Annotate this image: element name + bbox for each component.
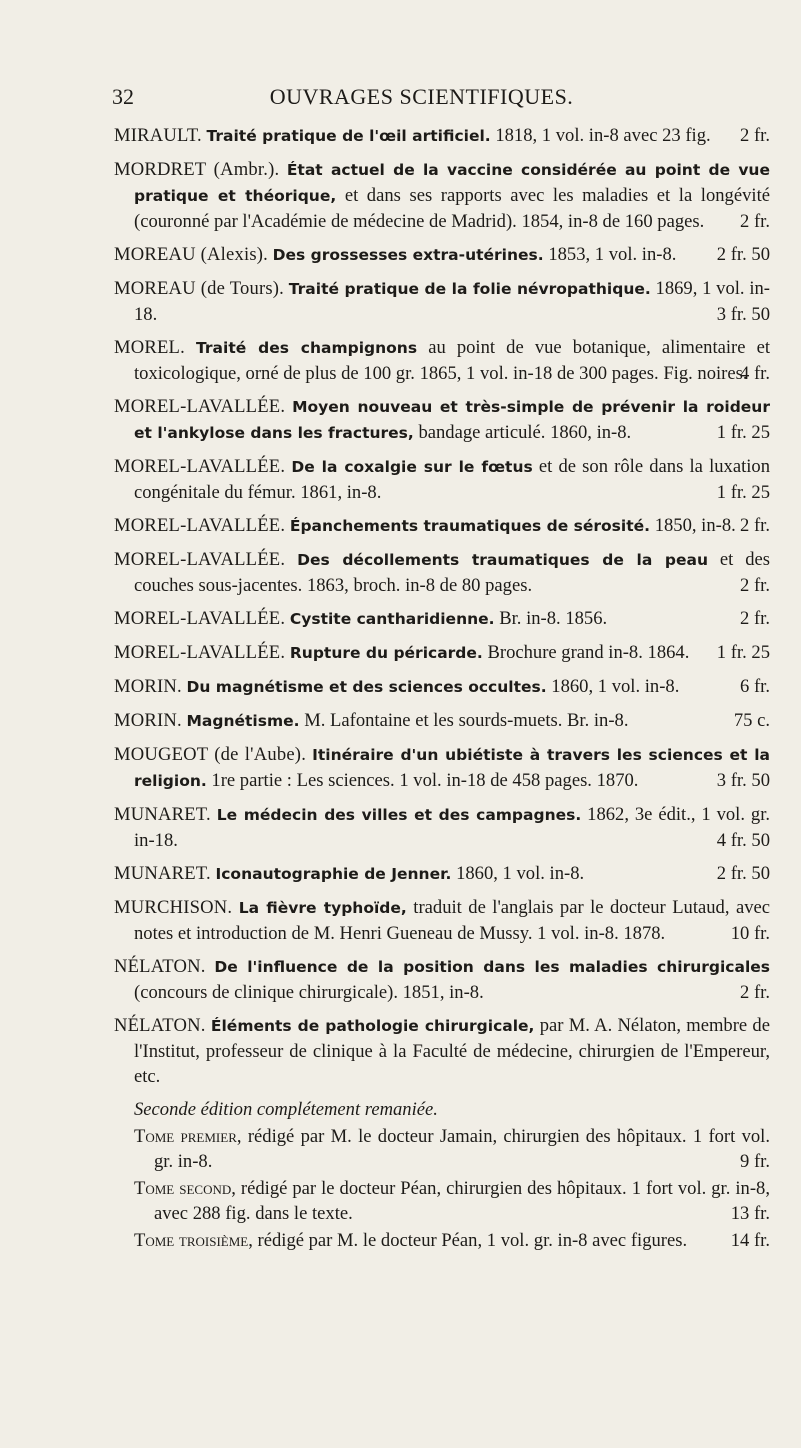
- entry-title: De l'influence de la position dans les maladies chirurgicales: [214, 958, 771, 976]
- entry-author: MUNARET.: [114, 863, 211, 884]
- entry-title: Moyen nouveau et très-simple de prévenir la roideur et l'ankylose dans les fractures,: [134, 398, 770, 442]
- entry-author: MUNARET.: [114, 804, 211, 825]
- catalog-entry: [114, 157, 770, 234]
- catalog-entry: [114, 861, 770, 887]
- entry-description: (concours de clinique chirurgicale). 1851, in-8.: [134, 982, 484, 1003]
- page-number: 32: [112, 84, 134, 109]
- entry-title: Des grossesses extra-utérines.: [272, 246, 544, 264]
- entry-price: 2 fr.: [740, 982, 770, 1003]
- entry-description: 1818, 1 vol. in-8 avec 23 fig.: [495, 125, 711, 146]
- entry-description: et des couches sous-jacentes. 1863, broch. in-8 de 80 pages.: [134, 549, 770, 596]
- entry-title: Épanchements traumatiques de sérosité.: [289, 517, 651, 535]
- tome-label: Tome troisième,: [134, 1230, 253, 1251]
- tome-label: Tome premier,: [134, 1126, 242, 1147]
- entry-price: 75 c.: [733, 710, 770, 731]
- entry-price: 2 fr.: [740, 515, 770, 536]
- entry-title: Le médecin des villes et des campagnes.: [216, 806, 582, 824]
- tome-description: rédigé par le docteur Péan, chirurgien des hôpitaux. 1 fort vol. gr. in-8, avec 288 fig. dans le texte.: [154, 1178, 770, 1224]
- tome-description: rédigé par M. le docteur Jamain, chirurgien des hôpitaux. 1 fort vol. gr. in-8.: [154, 1126, 770, 1172]
- entry-description: 1860, 1 vol. in-8.: [551, 676, 680, 697]
- entry-title: Éléments de pathologie chirurgicale,: [210, 1017, 535, 1035]
- tome-price: 14 fr.: [730, 1230, 770, 1251]
- tome-price: 9 fr.: [740, 1151, 770, 1172]
- entry-price: 3 fr. 50: [716, 304, 770, 325]
- entry-description: et dans ses rapports avec les maladies et la longévité (couronné par l'Académie de médecine de Madrid). 1854, in-8 de 160 pages.: [134, 185, 770, 232]
- entry-description: 1853, 1 vol. in-8.: [548, 244, 677, 265]
- page-header: [112, 84, 731, 114]
- catalog-entry: [114, 954, 770, 1005]
- entry-price: 2 fr.: [740, 575, 770, 596]
- catalog-entry: [114, 742, 770, 794]
- tome-price: 13 fr.: [730, 1203, 770, 1224]
- entry-title: Magnétisme.: [186, 712, 300, 730]
- tome-label: Tome second,: [134, 1178, 236, 1199]
- entry-price: 1 fr. 25: [716, 422, 770, 443]
- entry-description: 1860, 1 vol. in-8.: [456, 863, 585, 884]
- entry-description: 1869, 1 vol. in-18.: [134, 278, 770, 325]
- edition-note: Seconde édition complétement remaniée.: [134, 1099, 438, 1120]
- entry-title: Iconautographie de Jenner.: [215, 865, 452, 883]
- entry-price: 1 fr. 25: [716, 482, 770, 503]
- entry-title: La fièvre typhoïde,: [238, 899, 407, 917]
- entry-description: M. Lafontaine et les sourds-muets. Br. in-8.: [304, 710, 629, 731]
- entry-author: MOREL-LAVALLÉE.: [114, 608, 286, 629]
- entry-author: NÉLATON.: [114, 956, 206, 977]
- entry-author: MIRAULT.: [114, 125, 202, 146]
- entry-author: MOREAU (de Tours).: [114, 278, 285, 299]
- entry-title: État actuel de la vaccine considérée au point de vue pratique et théorique,: [134, 161, 770, 205]
- entry-author: MOUGEOT (de l'Aube).: [114, 744, 307, 765]
- catalog-entry: [114, 123, 770, 149]
- entry-description: au point de vue botanique, alimentaire et toxicologique, orné de plus de 100 gr. 1865, 1 vol. in-18 de 300 pages. Fig. noires.: [134, 337, 770, 384]
- entry-price: 2 fr. 50: [716, 863, 770, 884]
- catalog-entry: [114, 513, 770, 539]
- catalog-entry: [114, 335, 770, 386]
- tome-description: rédigé par M. le docteur Péan, 1 vol. gr. in-8 avec figures.: [257, 1230, 688, 1251]
- entry-description: 1850, in-8.: [654, 515, 736, 536]
- entry-price: 3 fr. 50: [716, 770, 770, 791]
- entry-price: 2 fr.: [740, 211, 770, 232]
- catalog-entry: [114, 1013, 770, 1089]
- entry-author: MOREL-LAVALLÉE.: [114, 396, 286, 417]
- entry-author: MOREL-LAVALLÉE.: [114, 549, 286, 570]
- entry-author: MORIN.: [114, 710, 182, 731]
- tome-entry: [134, 1124, 770, 1174]
- catalog-entry: [114, 242, 770, 268]
- entry-author: NÉLATON.: [114, 1015, 206, 1036]
- entry-price: 4 fr.: [740, 363, 770, 384]
- entry-price: 1 fr. 25: [716, 642, 770, 663]
- catalog-entries: [114, 123, 770, 1255]
- catalog-entry: [114, 394, 770, 446]
- entry-description: Brochure grand in-8. 1864.: [487, 642, 690, 663]
- entry-price: 10 fr.: [730, 923, 770, 944]
- entry-description: Br. in-8. 1856.: [499, 608, 608, 629]
- catalog-entry: [114, 276, 770, 327]
- entry-title: Du magnétisme et des sciences occultes.: [186, 678, 547, 696]
- entry-title: Cystite cantharidienne.: [289, 610, 495, 628]
- entry-description: et de son rôle dans la luxation congénitale du fémur. 1861, in-8.: [134, 456, 771, 503]
- entry-title: Traité pratique de l'œil artificiel.: [206, 127, 491, 145]
- entry-author: MURCHISON.: [114, 897, 233, 918]
- entry-description: 1re partie : Les sciences. 1 vol. in-18 de 458 pages. 1870.: [211, 770, 639, 791]
- catalog-entry: [114, 640, 770, 666]
- entry-author: MOREL-LAVALLÉE.: [114, 642, 286, 663]
- entry-price: 6 fr.: [740, 676, 770, 697]
- entry-price: 2 fr. 50: [716, 244, 770, 265]
- catalog-entry: [114, 547, 770, 598]
- running-title: OUVRAGES SCIENTIFIQUES.: [269, 84, 574, 109]
- entry-title: Itinéraire d'un ubiétiste à travers les sciences et la religion.: [134, 746, 770, 790]
- entry-price: 4 fr. 50: [716, 830, 770, 851]
- entry-author: MOREL-LAVALLÉE.: [114, 456, 286, 477]
- entry-title: Des décollements traumatiques de la peau: [297, 551, 709, 569]
- entry-price: 2 fr.: [740, 125, 770, 146]
- entry-title: De la coxalgie sur le fœtus: [291, 458, 533, 476]
- entry-description: par M. A. Nélaton, membre de l'Institut, professeur de clinique à la Faculté de médecine, chirurgien de l'Empereur, etc.: [134, 1015, 770, 1087]
- entry-description: bandage articulé. 1860, in-8.: [418, 422, 632, 443]
- catalog-entry: [114, 895, 770, 946]
- catalog-entry: [114, 674, 770, 700]
- catalog-entry: [114, 606, 770, 632]
- catalog-entry: [114, 802, 770, 853]
- entry-title: Rupture du péricarde.: [289, 644, 483, 662]
- tome-entry: [134, 1176, 770, 1226]
- tome-entry: [134, 1228, 770, 1253]
- catalog-entry: [114, 708, 770, 734]
- entry-price: 2 fr.: [740, 608, 770, 629]
- entry-author: MORDRET (Ambr.).: [114, 159, 280, 180]
- entry-author: MOREL-LAVALLÉE.: [114, 515, 286, 536]
- entry-description: 1862, 3e édit., 1 vol. gr. in-18.: [134, 804, 771, 851]
- entry-author: MOREL.: [114, 337, 185, 358]
- entry-title: Traité pratique de la folie névropathique.: [288, 280, 651, 298]
- entry-title: Traité des champignons: [196, 339, 418, 357]
- entry-author: MOREAU (Alexis).: [114, 244, 269, 265]
- catalog-entry: [114, 454, 770, 505]
- entry-description: traduit de l'anglais par le docteur Lutaud, avec notes et introduction de M. Henri Gueneau de Mussy. 1 vol. in-8. 1878.: [134, 897, 771, 944]
- entry-author: MORIN.: [114, 676, 182, 697]
